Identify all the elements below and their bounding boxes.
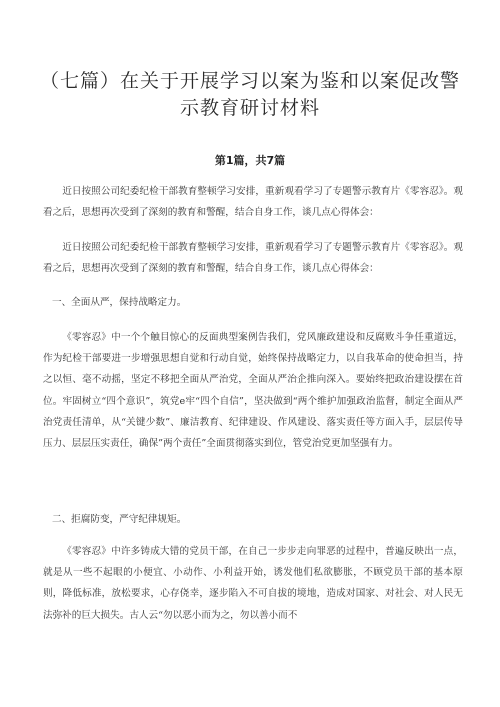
document-subtitle: 第1篇，共7篇 — [214, 154, 286, 167]
paragraph-section-2: 《零容忍》中许多铸成大错的党员干部，在自己一步步走向罪恶的过程中，普遍反映出一点，就是从一些不起眼的小便宜、小动作、小利益开始，诱发他们私欲膨胀，不顾党员干部的基本原则，降低标准，放松要求，心存侥幸，逐步陷入不可自拔的境地，造成对国家、对社会、对人民无法弥补的巨大损失。古人云“勿以恶小而为之，勿以善小而不 — [43, 546, 463, 621]
paragraph-intro-2: 近日按照公司纪委纪检干部教育整顿学习安排，重新观看学习了专题警示教育片《零容忍》。观看之后，思想再次受到了深刻的教育和警醒，结合自身工作，谈几点心得体会： — [43, 242, 463, 275]
document-title: （七篇）在关于开展学习以案为鉴和以案促改警示教育研讨材料 — [40, 70, 461, 119]
paragraph-intro-1: 近日按照公司纪委纪检干部教育整顿学习安排，重新观看学习了专题警示教育片《零容忍》。观看之后，思想再次受到了深刻的教育和警醒，结合自身工作，谈几点心得体会： — [43, 186, 463, 219]
section-heading-1: 一、全面从严，保持战略定力。 — [52, 297, 187, 308]
section-heading-2: 二、拒腐防变，严守纪律规矩。 — [52, 514, 187, 525]
paragraph-section-1: 《零容忍》中一个个触目惊心的反面典型案例告我们，党风廉政建设和反腐败斗争任重道远，作为纪检干部要进一步增强思想自觉和行动自觉，始终保持战略定力，以自我革命的使命担当，持之以恒、毫不动摇，坚定不移把全面从严治党，全面从严治企推向深入。要始终把政治建设摆在首位。牢固树立“四个意识”，筑党e牢“四个自信”，坚决做到“两个维护加强政治监督，制定全面从严治党责任清单，从“关键少数”、廉洁教育、纪律建设、作风建设、落实责任等方面入手，层层传导压力、层层压实责任，确保”两个责任”全面贯彻落实到位，管党治党更加坚强有力。 — [43, 332, 463, 450]
